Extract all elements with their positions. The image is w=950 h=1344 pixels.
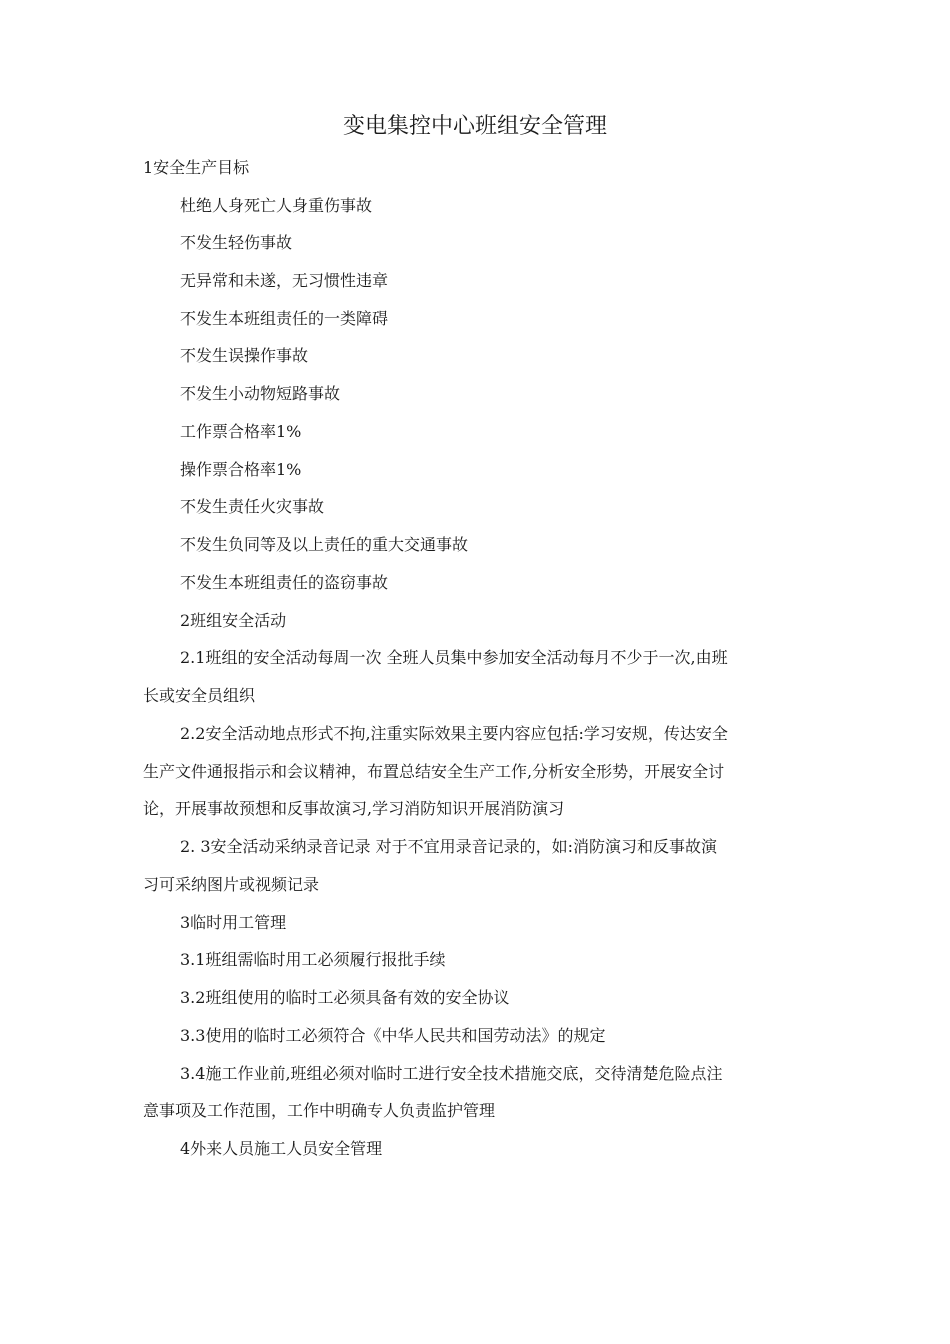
paragraph-line: 3.1班组需临时用工必须履行报批手续: [180, 950, 446, 969]
goal-item: 不发生轻伤事故: [180, 233, 293, 252]
paragraph-line: 生产文件通报指示和会议精神，布置总结安全生产工作,分析安全形势，开展安全讨: [143, 762, 725, 781]
paragraph-line: 习可采纳图片或视频记录: [143, 875, 320, 894]
section-heading-3: 3临时用工管理: [180, 913, 287, 932]
goal-item: 无异常和未遂，无习惯性违章: [180, 271, 389, 290]
goal-item: 不发生本班组责任的盗窃事故: [180, 573, 389, 592]
goal-item: 不发生本班组责任的一类障碍: [180, 309, 389, 328]
goal-item: 不发生小动物短路事故: [180, 384, 341, 403]
section-heading-1: 1安全生产目标: [143, 158, 250, 177]
paragraph-line: 意事项及工作范围，工作中明确专人负责监护管理: [143, 1101, 496, 1120]
paragraph-line: 2.1班组的安全活动每周一次 全班人员集中参加安全活动每月不少于一次,由班: [180, 648, 728, 667]
paragraph-line: 3.4施工作业前,班组必须对临时工进行安全技术措施交底，交待清楚危险点注: [180, 1064, 723, 1083]
section-heading-2: 2班组安全活动: [180, 611, 287, 630]
document-title: 变电集控中心班组安全管理: [342, 114, 607, 139]
paragraph-line: 2.2安全活动地点形式不拘,注重实际效果主要内容应包括:学习安规，传达安全: [180, 724, 728, 743]
paragraph-line: 3.2班组使用的临时工必须具备有效的安全协议: [180, 988, 510, 1007]
goal-item: 工作票合格率1%: [180, 422, 302, 441]
goal-item: 操作票合格率1%: [180, 460, 302, 479]
goal-item: 杜绝人身死亡人身重伤事故: [180, 196, 373, 215]
paragraph-line: 论，开展事故预想和反事故演习,学习消防知识开展消防演习: [143, 799, 565, 818]
section-heading-4: 4外来人员施工人员安全管理: [180, 1139, 383, 1158]
paragraph-line: 3.3使用的临时工必须符合《中华人民共和国劳动法》的规定: [180, 1026, 606, 1045]
paragraph-line: 长或安全员组织: [143, 686, 256, 705]
goal-item: 不发生误操作事故: [180, 346, 309, 365]
paragraph-line: 2. 3安全活动采纳录音记录 对于不宜用录音记录的，如:消防演习和反事故演: [180, 837, 718, 856]
goal-item: 不发生责任火灾事故: [180, 497, 325, 516]
goal-item: 不发生负同等及以上责任的重大交通事故: [180, 535, 469, 554]
